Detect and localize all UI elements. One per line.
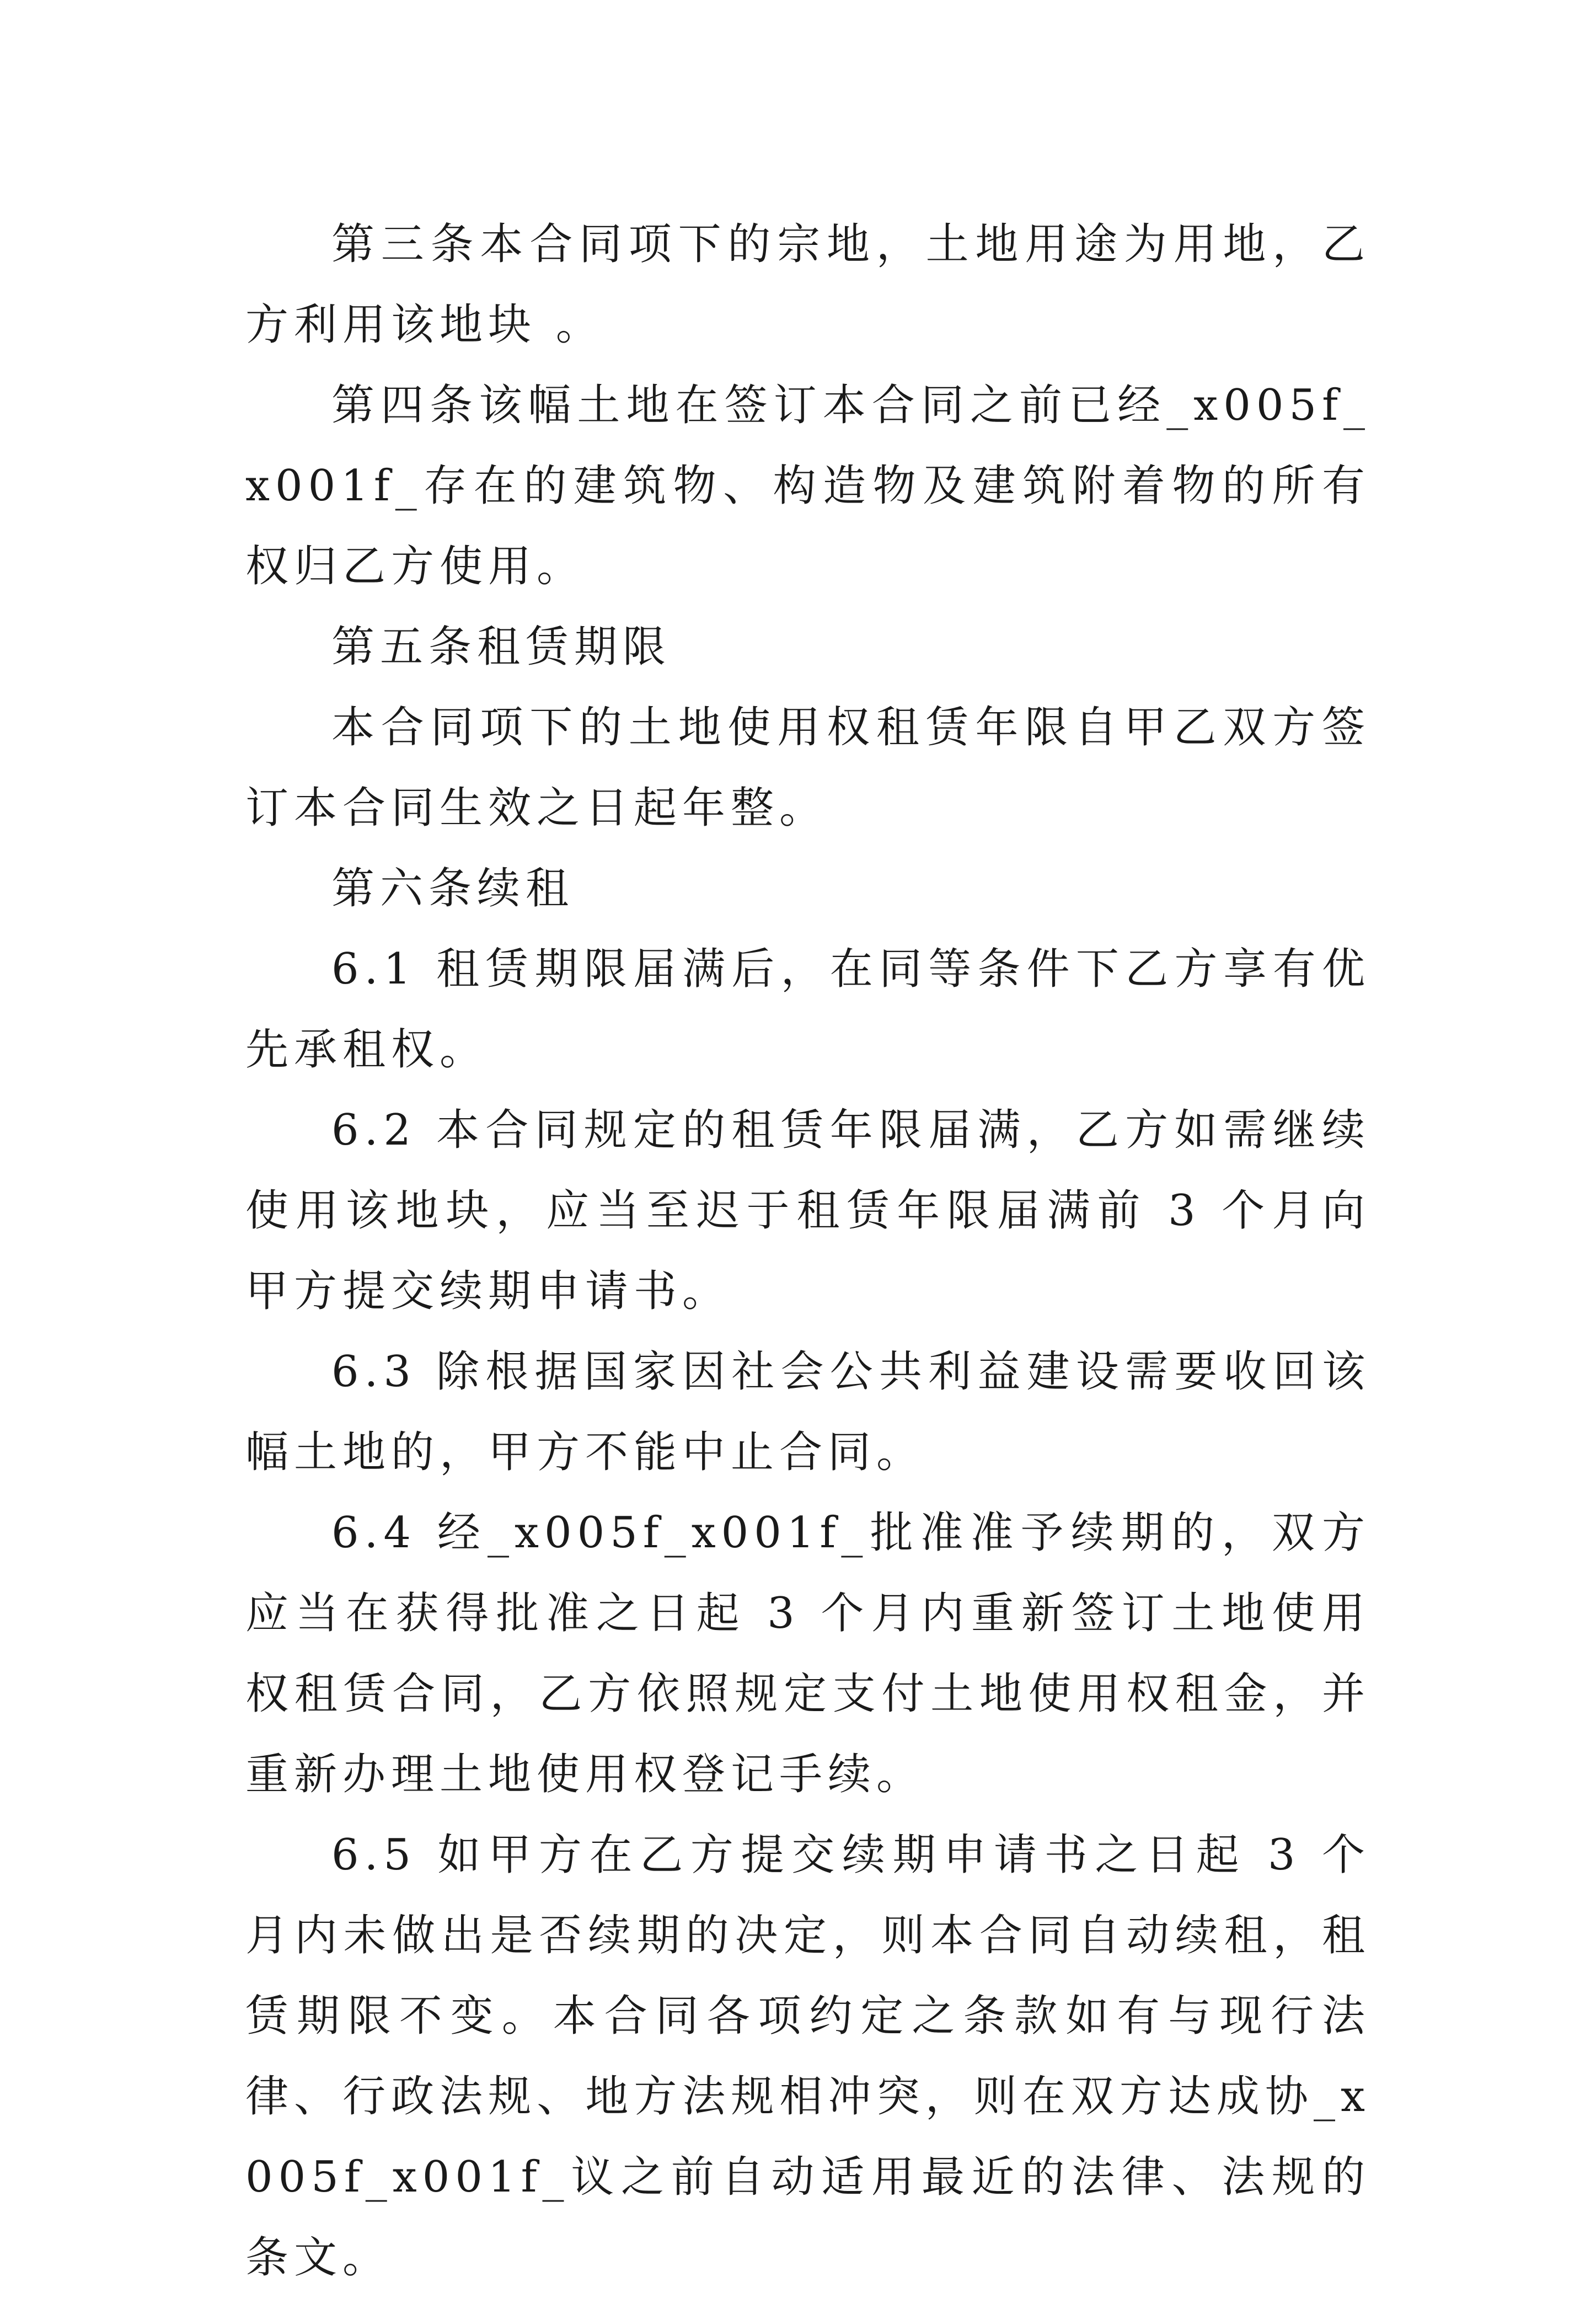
article-3-paragraph: 第三条本合同项下的宗地，土地用途为用地，乙方利用该地块 。 [245, 220, 1370, 350]
document-body [245, 204, 1370, 2298]
article-5-paragraph: 本合同项下的土地使用权租赁年限自甲乙双方签订本合同生效之日起年整。 [245, 703, 1370, 833]
article-5-heading: 第五条租赁期限 [331, 622, 672, 672]
clause-6-5-paragraph: 6.5 如甲方在乙方提交续期申请书之日起 3 个月内未做出是否续期的决定，则本合同自动续租，租赁期限不变。本合同各项约定之条款如有与现行法律、行政法规、地方法规相冲突，则在双方达成协_x005f_x001f_议之前自动适用最近的法律、法规的条文。 [245, 1830, 1370, 2283]
clause-6-4-paragraph: 6.4 经_x005f_x001f_批准准予续期的，双方应当在获得批准之日起 3 个月内重新签订土地使用权租赁合同，乙方依照规定支付土地使用权租金，并重新办理土地使用权登记手续。 [245, 1508, 1370, 1799]
article-6-heading: 第六条续租 [331, 864, 575, 913]
article-4-paragraph: 第四条该幅土地在签订本合同之前已经_x005f_x001f_存在的建筑物、构造物及建筑附着物的所有权归乙方使用。 [245, 381, 1370, 591]
clause-6-3-paragraph: 6.3 除根据国家因社会公共利益建设需要收回该幅土地的，甲方不能中止合同。 [245, 1347, 1370, 1477]
clause-6-2-paragraph: 6.2 本合同规定的租赁年限届满，乙方如需继续使用该地块，应当至迟于租赁年限届满前 3 个月向甲方提交续期申请书。 [245, 1105, 1370, 1316]
clause-6-1-paragraph: 6.1 租赁期限届满后，在同等条件下乙方享有优先承租权。 [245, 944, 1370, 1075]
